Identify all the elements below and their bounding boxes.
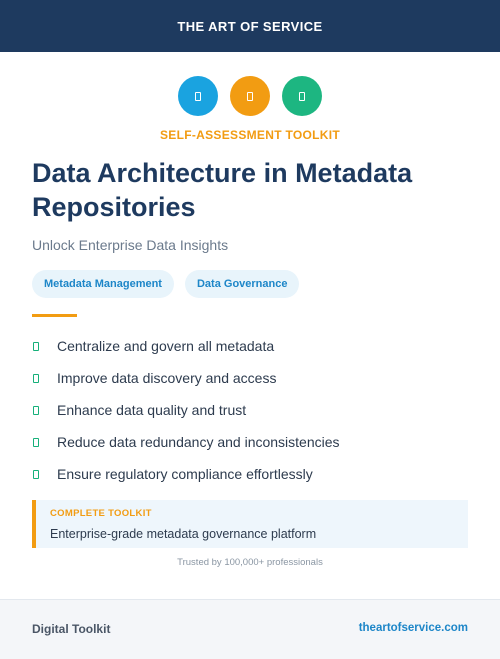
tag-data-governance: Data Governance	[185, 270, 299, 298]
checkbox-icon	[33, 342, 39, 351]
benefit-text: Improve data discovery and access	[57, 370, 277, 386]
list-item	[32, 394, 340, 426]
trust-note: Trusted by 100,000+ professionals	[177, 557, 323, 568]
website-link[interactable]: theartofservice.com	[358, 622, 468, 634]
benefit-list	[32, 330, 340, 490]
benefit-text: Centralize and govern all metadata	[57, 338, 275, 354]
checkbox-icon	[33, 470, 39, 479]
list-item	[32, 426, 340, 458]
top-banner	[0, 0, 500, 52]
footer	[0, 599, 500, 659]
icon-row	[0, 76, 500, 116]
toolkit-label: COMPLETE TOOLKIT	[50, 508, 152, 519]
benefit-text: Enhance data quality and trust	[57, 402, 247, 418]
footer-label: Digital Toolkit	[32, 622, 111, 636]
toolkit-kicker: SELF-ASSESSMENT TOOLKIT	[159, 128, 341, 142]
page-subtitle: Unlock Enterprise Data Insights	[32, 237, 229, 253]
accent-divider	[32, 314, 77, 317]
page-title: Data Architecture in Metadata Repositories	[32, 158, 413, 222]
toolkit-callout	[32, 500, 468, 548]
checkbox-icon	[33, 406, 39, 415]
benefit-text: Ensure regulatory compliance effortlessly	[57, 466, 313, 482]
list-item	[32, 458, 340, 490]
document-icon	[282, 76, 322, 116]
benefit-text: Reduce data redundancy and inconsistencies	[57, 434, 340, 450]
document-icon	[178, 76, 218, 116]
brand-name: THE ART OF SERVICE	[177, 18, 323, 34]
toolkit-description: Enterprise-grade metadata governance platform	[50, 527, 317, 541]
tag-metadata-management: Metadata Management	[32, 270, 174, 298]
document-icon	[230, 76, 270, 116]
checkbox-icon	[33, 374, 39, 383]
tag-list	[32, 270, 299, 298]
list-item	[32, 330, 340, 362]
list-item	[32, 362, 340, 394]
checkbox-icon	[33, 438, 39, 447]
